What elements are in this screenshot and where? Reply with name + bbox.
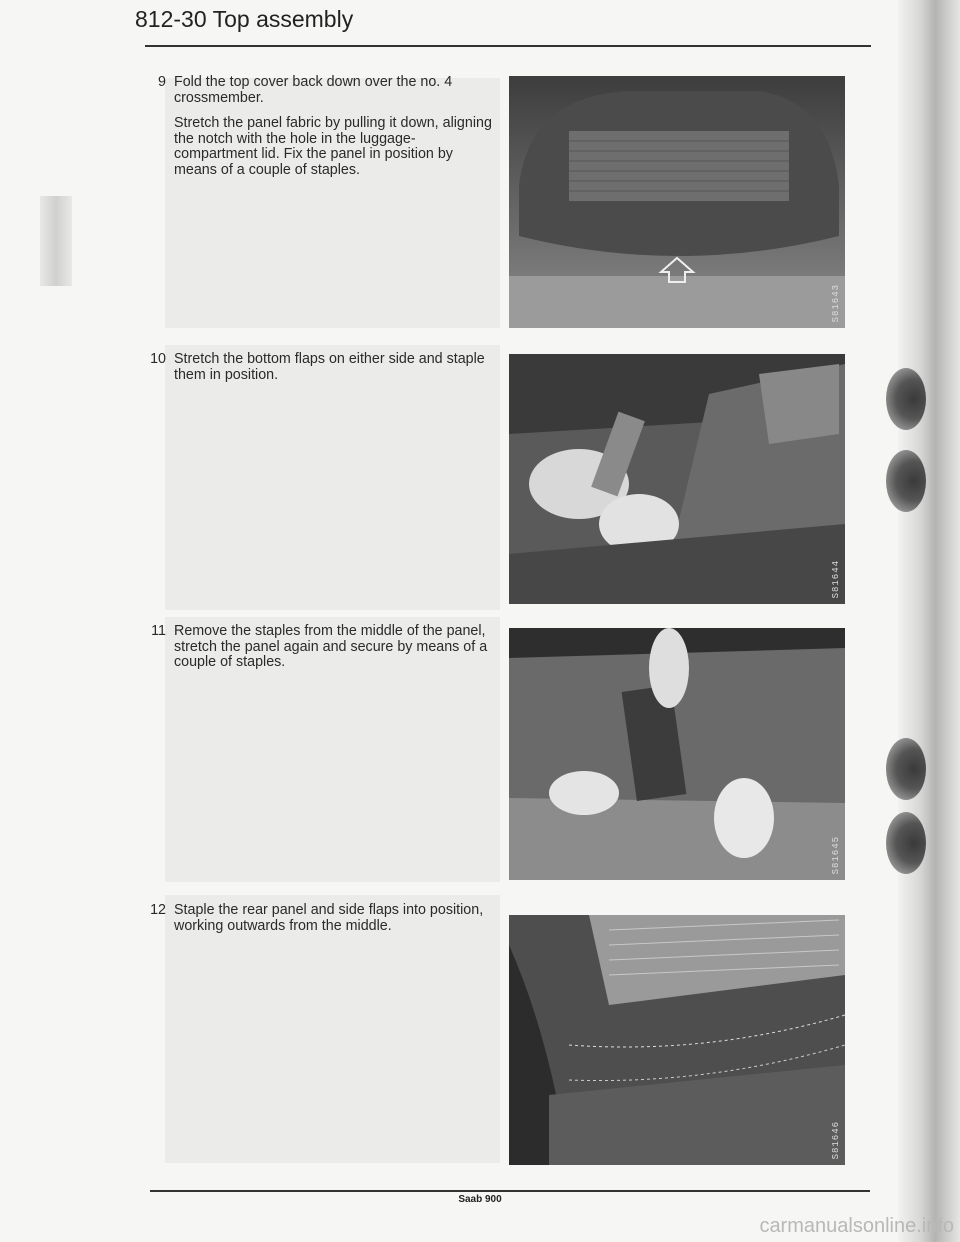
left-margin-mark <box>40 196 72 286</box>
step-number: 10 <box>150 351 166 367</box>
photo-stapling-flaps <box>509 354 845 604</box>
step-11 <box>140 624 496 681</box>
step-9 <box>140 75 496 188</box>
step-number: 11 <box>151 623 166 639</box>
photo-code: S81646 <box>831 1120 841 1159</box>
watermark: carmanualsonline.info <box>759 1215 954 1237</box>
photo-rear-panel-image <box>509 915 845 1165</box>
binder-tab-1 <box>886 368 926 430</box>
footer-divider <box>150 1190 870 1192</box>
photo-stapling-middle <box>509 628 845 880</box>
photo-stapling-flaps-image <box>509 354 845 604</box>
step-12 <box>140 903 496 944</box>
step-number: 12 <box>150 902 166 918</box>
binder-tab-4 <box>886 812 926 874</box>
step-text: Stretch the bottom flaps on either side and staple them in position. <box>174 351 485 383</box>
step-text: Remove the staples from the middle of the panel, stretch the panel again and secure by means of a couple of staples. <box>174 623 488 670</box>
photo-rear-window <box>509 76 845 328</box>
page-title: 812-30 Top assembly <box>135 6 354 32</box>
photo-rear-window-image <box>509 76 845 328</box>
photo-code: S81643 <box>831 283 841 322</box>
step-number: 9 <box>158 74 166 90</box>
binder-tab-3 <box>886 738 926 800</box>
step-text: Stretch the panel fabric by pulling it down, aligning the notch with the hole in the luggage-compartment lid. Fix the panel in position by means of a couple of staples. <box>174 115 492 178</box>
photo-rear-panel <box>509 915 845 1165</box>
header-divider <box>145 45 871 47</box>
photo-code: S81645 <box>831 835 841 874</box>
step-text: Staple the rear panel and side flaps into position, working outwards from the middle. <box>174 902 484 934</box>
footer-label: Saab 900 <box>458 1194 502 1205</box>
photo-code: S81644 <box>831 559 841 598</box>
step-text: Fold the top cover back down over the no. 4 crossmember. <box>174 74 453 106</box>
binder-tab-2 <box>886 450 926 512</box>
step-10 <box>140 352 496 393</box>
photo-stapling-middle-image <box>509 628 845 880</box>
page-binding-edge <box>898 0 960 1242</box>
